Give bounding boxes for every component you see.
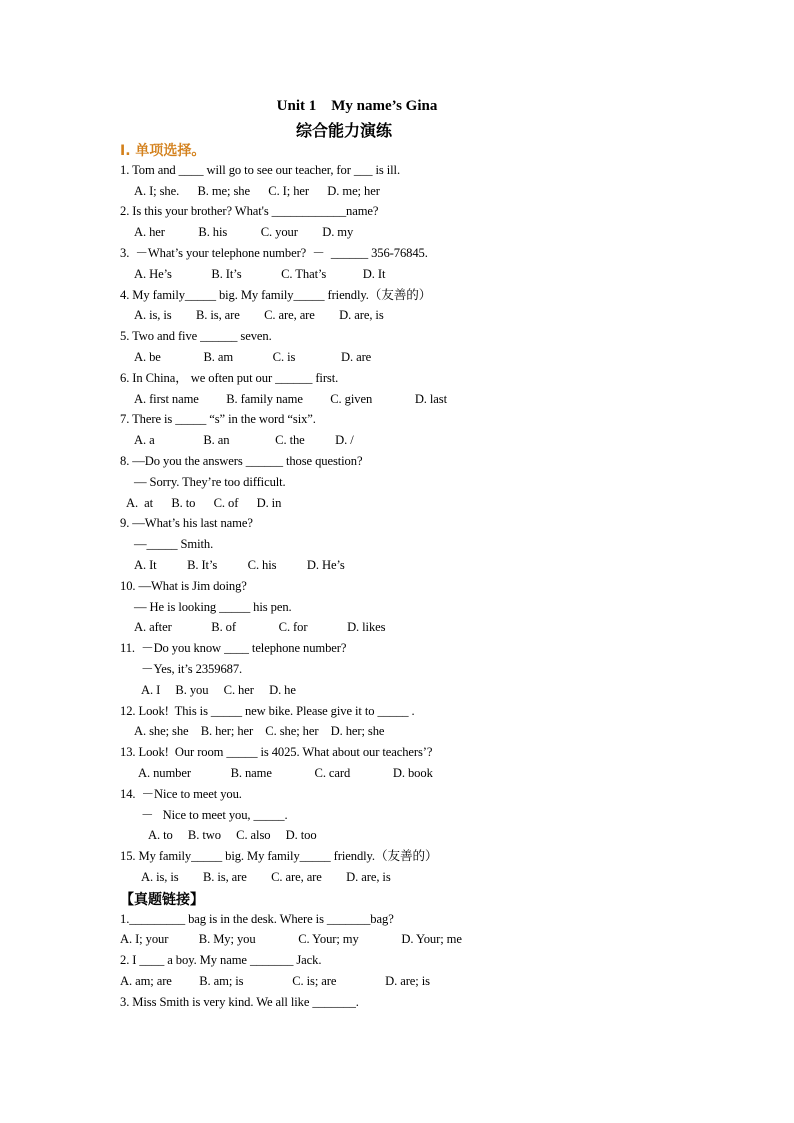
options-line: A. is, is B. is, are C. are, are D. are, is — [141, 870, 391, 884]
answer-line: — Sorry. They’re too difficult. — [134, 475, 286, 489]
options-line: A. be B. am C. is D. are — [134, 350, 372, 364]
question-line: 2. I ____ a boy. My name _______ Jack. — [120, 953, 322, 967]
section-heading-real-exam: 【真题链接】 — [120, 892, 204, 908]
question-line: 10. —What is Jim doing? — [120, 579, 247, 593]
question-line: 11. －Do you know ____ telephone number? — [120, 641, 347, 655]
options-line: A. number B. name C. card D. book — [138, 766, 433, 780]
section-heading-choice: I. 单项选择。 — [120, 143, 206, 159]
options-line: A. after B. of C. for D. likes — [134, 620, 386, 634]
question-line: 1. Tom and ____ will go to see our teacher, for ___ is ill. — [120, 163, 400, 177]
question-line: 13. Look! Our room _____ is 4025. What about our teachers’? — [120, 745, 433, 759]
options-line: A. her B. his C. your D. my — [134, 225, 354, 239]
question-line: 1._________ bag is in the desk. Where is _______bag? — [120, 912, 394, 926]
options-line: A. He’s B. It’s C. That’s D. It — [134, 267, 386, 281]
doc-title: Unit 1 My name’s Gina — [276, 98, 438, 114]
question-line: 6. In China， we often put our ______ first. — [120, 371, 339, 385]
question-line: 8. —Do you the answers ______ those question? — [120, 454, 363, 468]
options-line: A. is, is B. is, are C. are, are D. are, is — [134, 308, 384, 322]
answer-line: －Yes, it’s 2359687. — [141, 662, 243, 676]
options-line: A. I; your B. My; you C. Your; my D. Your; me — [120, 932, 462, 946]
options-line: A. she; she B. her; her C. she; her D. her; she — [134, 724, 385, 738]
question-line: 9. —What’s his last name? — [120, 516, 253, 530]
answer-line: － Nice to meet you, _____. — [141, 808, 288, 822]
options-line: A. am; are B. am; is C. is; are D. are; is — [120, 974, 430, 988]
question-line: 7. There is _____ “s” in the word “six”. — [120, 412, 316, 426]
doc-subtitle: 综合能力演练 — [295, 121, 392, 140]
answer-line: — He is looking _____ his pen. — [134, 600, 292, 614]
options-line: A. to B. two C. also D. too — [148, 828, 317, 842]
options-line: A. It B. It’s C. his D. He’s — [134, 558, 345, 572]
options-line: A. first name B. family name C. given D. last — [134, 392, 447, 406]
question-line: 2. Is this your brother? What's ____________name? — [120, 204, 379, 218]
answer-line: —_____ Smith. — [134, 537, 214, 551]
question-line: 12. Look! This is _____ new bike. Please give it to _____ . — [120, 704, 415, 718]
options-line: A. a B. an C. the D. / — [134, 433, 354, 447]
question-line: 5. Two and five ______ seven. — [120, 329, 272, 343]
options-line: A. I; she. B. me; she C. I; her D. me; her — [134, 184, 380, 198]
options-line: A. I B. you C. her D. he — [141, 683, 296, 697]
question-line: 3. Miss Smith is very kind. We all like _______. — [120, 995, 359, 1009]
question-line: 15. My family_____ big. My family_____ friendly.（友善的） — [120, 849, 438, 863]
options-line: A. at B. to C. of D. in — [126, 496, 282, 510]
question-line: 3. －What’s your telephone number? － ______ 356-76845. — [120, 246, 428, 260]
question-line: 14. －Nice to meet you. — [120, 787, 242, 801]
question-line: 4. My family_____ big. My family_____ friendly.（友善的） — [120, 288, 432, 302]
